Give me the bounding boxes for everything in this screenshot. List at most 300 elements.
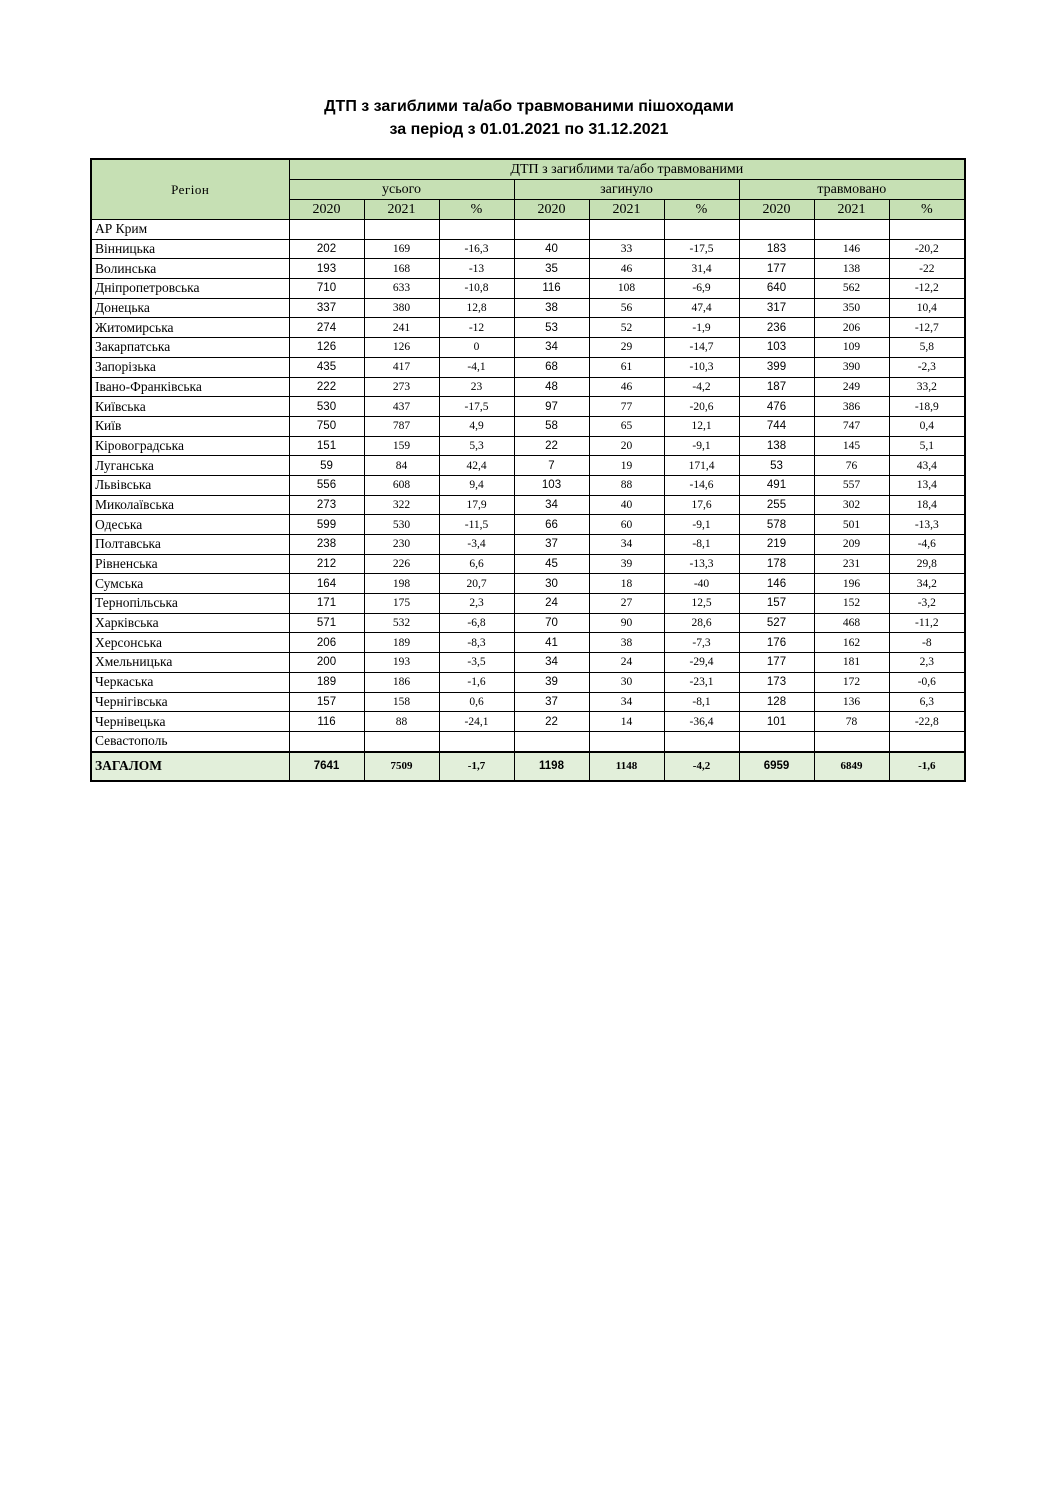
table-cell: 29,8	[889, 554, 965, 574]
table-cell: 491	[739, 475, 814, 495]
table-cell: -12	[439, 318, 514, 338]
table-cell	[439, 731, 514, 751]
table-cell: 206	[814, 318, 889, 338]
table-cell: 193	[364, 653, 439, 673]
table-cell: -22,8	[889, 712, 965, 732]
table-cell: -1,6	[889, 752, 965, 781]
table-cell: 0,6	[439, 692, 514, 712]
table-cell: 97	[514, 397, 589, 417]
table-cell: 126	[364, 338, 439, 358]
table-cell: -17,5	[439, 397, 514, 417]
table-cell: -6,8	[439, 613, 514, 633]
table-cell: -2,3	[889, 357, 965, 377]
table-cell: 138	[739, 436, 814, 456]
table-cell: -8,1	[664, 535, 739, 555]
table-cell: -8,3	[439, 633, 514, 653]
table-cell	[364, 731, 439, 751]
table-cell: 273	[289, 495, 364, 515]
table-cell: 189	[289, 672, 364, 692]
table-cell: 787	[364, 416, 439, 436]
table-cell: 40	[514, 239, 589, 259]
table-cell: 750	[289, 416, 364, 436]
table-cell: 22	[514, 712, 589, 732]
table-cell: 42,4	[439, 456, 514, 476]
region-name: Херсонська	[91, 633, 289, 653]
region-name: Сумська	[91, 574, 289, 594]
region-name: Львівська	[91, 475, 289, 495]
region-name: Київ	[91, 416, 289, 436]
table-cell: 23	[439, 377, 514, 397]
table-cell: 12,1	[664, 416, 739, 436]
table-cell: 437	[364, 397, 439, 417]
table-cell: 390	[814, 357, 889, 377]
table-cell: 4,9	[439, 416, 514, 436]
page-title: ДТП з загиблими та/або травмованими пішоходами	[324, 98, 734, 115]
table-cell: 77	[589, 397, 664, 417]
table-cell: 88	[364, 712, 439, 732]
table-cell: 386	[814, 397, 889, 417]
table-cell: 76	[814, 456, 889, 476]
table-cell: 17,9	[439, 495, 514, 515]
table-cell: 19	[589, 456, 664, 476]
table-cell: 126	[289, 338, 364, 358]
table-cell: 159	[364, 436, 439, 456]
table-cell: 527	[739, 613, 814, 633]
region-name: Севастополь	[91, 731, 289, 751]
table-row	[91, 456, 965, 476]
region-name: Запорізька	[91, 357, 289, 377]
table-cell: 2,3	[889, 653, 965, 673]
table-cell: 60	[589, 515, 664, 535]
table-cell: -20,2	[889, 239, 965, 259]
table-cell: 238	[289, 535, 364, 555]
table-cell: 116	[514, 279, 589, 299]
table-cell: -1,7	[439, 752, 514, 781]
region-name: Тернопільська	[91, 594, 289, 614]
table-cell: -3,2	[889, 594, 965, 614]
table-cell: 5,8	[889, 338, 965, 358]
table-header	[91, 159, 965, 220]
table-cell	[814, 220, 889, 240]
table-cell: 173	[739, 672, 814, 692]
table-cell: 177	[739, 259, 814, 279]
table-cell: 162	[814, 633, 889, 653]
table-cell: 33,2	[889, 377, 965, 397]
table-cell: 171	[289, 594, 364, 614]
table-cell: 37	[514, 535, 589, 555]
table-cell: -23,1	[664, 672, 739, 692]
table-cell: -1,6	[439, 672, 514, 692]
table-cell: 187	[739, 377, 814, 397]
table-cell	[739, 220, 814, 240]
table-cell: 219	[739, 535, 814, 555]
table-cell: 5,3	[439, 436, 514, 456]
table-cell: 41	[514, 633, 589, 653]
table-cell: 236	[739, 318, 814, 338]
table-cell: 78	[814, 712, 889, 732]
table-cell: 27	[589, 594, 664, 614]
table-cell: 24	[514, 594, 589, 614]
table-cell: 136	[814, 692, 889, 712]
table-row	[91, 416, 965, 436]
table-cell: -18,9	[889, 397, 965, 417]
sub-header-total: усього	[289, 180, 514, 200]
table-cell: 640	[739, 279, 814, 299]
table-cell: -11,2	[889, 613, 965, 633]
table-cell: 350	[814, 298, 889, 318]
table-cell: -22	[889, 259, 965, 279]
table-cell: 273	[364, 377, 439, 397]
table-cell: 206	[289, 633, 364, 653]
table-cell	[589, 731, 664, 751]
table-cell: 183	[739, 239, 814, 259]
table-cell: 710	[289, 279, 364, 299]
region-name: АР Крим	[91, 220, 289, 240]
table-cell: 176	[739, 633, 814, 653]
table-cell: -10,8	[439, 279, 514, 299]
table-cell: -20,6	[664, 397, 739, 417]
table-cell: 29	[589, 338, 664, 358]
region-name: Харківська	[91, 613, 289, 633]
page-subtitle: за період з 01.01.2021 по 31.12.2021	[389, 121, 669, 138]
table-cell: 6849	[814, 752, 889, 781]
table-cell: 599	[289, 515, 364, 535]
col-header: 2021	[364, 200, 439, 220]
table-cell: 633	[364, 279, 439, 299]
table-cell: 562	[814, 279, 889, 299]
region-name: Полтавська	[91, 535, 289, 555]
table-cell: 337	[289, 298, 364, 318]
table-cell: 157	[289, 692, 364, 712]
table-cell: 249	[814, 377, 889, 397]
table-row	[91, 515, 965, 535]
table-cell: 6,6	[439, 554, 514, 574]
region-name: Хмельницька	[91, 653, 289, 673]
table-cell: 52	[589, 318, 664, 338]
table-cell: 128	[739, 692, 814, 712]
table-cell: 302	[814, 495, 889, 515]
region-name: Рівненська	[91, 554, 289, 574]
table-cell: -7,3	[664, 633, 739, 653]
table-cell	[364, 220, 439, 240]
col-header: %	[664, 200, 739, 220]
table-cell: 556	[289, 475, 364, 495]
table-cell: -6,9	[664, 279, 739, 299]
table-cell: -29,4	[664, 653, 739, 673]
table-cell: 47,4	[664, 298, 739, 318]
table-body	[91, 220, 965, 781]
table-cell: 30	[514, 574, 589, 594]
table-cell: 530	[364, 515, 439, 535]
table-cell	[589, 220, 664, 240]
table-cell: 172	[814, 672, 889, 692]
table-cell: 145	[814, 436, 889, 456]
table-cell: 66	[514, 515, 589, 535]
table-cell: 177	[739, 653, 814, 673]
table-cell: 34	[589, 535, 664, 555]
col-header: 2021	[589, 200, 664, 220]
table-cell: -40	[664, 574, 739, 594]
table-cell: 181	[814, 653, 889, 673]
table-cell: 578	[739, 515, 814, 535]
table-row	[91, 692, 965, 712]
table-cell: 10,4	[889, 298, 965, 318]
table-cell: 231	[814, 554, 889, 574]
table-cell: 70	[514, 613, 589, 633]
table-row	[91, 535, 965, 555]
table-cell: 46	[589, 259, 664, 279]
table-cell: 0	[439, 338, 514, 358]
table-row	[91, 653, 965, 673]
table-cell: 212	[289, 554, 364, 574]
accident-table	[90, 158, 966, 782]
table-cell: 31,4	[664, 259, 739, 279]
table-cell	[289, 220, 364, 240]
table-cell: 230	[364, 535, 439, 555]
table-cell: 90	[589, 613, 664, 633]
table-cell: 39	[589, 554, 664, 574]
table-cell: 151	[289, 436, 364, 456]
table-cell: 169	[364, 239, 439, 259]
table-cell: -36,4	[664, 712, 739, 732]
table-cell: -4,6	[889, 535, 965, 555]
region-name: Дніпропетровська	[91, 279, 289, 299]
table-cell: -13,3	[664, 554, 739, 574]
table-row	[91, 338, 965, 358]
table-cell: -16,3	[439, 239, 514, 259]
table-cell: 14	[589, 712, 664, 732]
table-cell: -13,3	[889, 515, 965, 535]
table-cell: 48	[514, 377, 589, 397]
table-cell: -3,5	[439, 653, 514, 673]
col-header: 2021	[814, 200, 889, 220]
table-cell	[664, 220, 739, 240]
table-cell: 53	[739, 456, 814, 476]
table-cell: 7509	[364, 752, 439, 781]
table-cell: 101	[739, 712, 814, 732]
table-cell: 103	[739, 338, 814, 358]
table-row	[91, 397, 965, 417]
region-name: Луганська	[91, 456, 289, 476]
table-cell	[889, 731, 965, 751]
table-cell: 468	[814, 613, 889, 633]
col-header: 2020	[514, 200, 589, 220]
table-row	[91, 259, 965, 279]
table-cell: 744	[739, 416, 814, 436]
table-cell: 399	[739, 357, 814, 377]
group-header: ДТП з загиблими та/або травмованими	[289, 159, 965, 180]
table-row	[91, 672, 965, 692]
table-cell: 747	[814, 416, 889, 436]
table-cell: -8,1	[664, 692, 739, 712]
table-row	[91, 318, 965, 338]
table-row	[91, 574, 965, 594]
region-name: Донецька	[91, 298, 289, 318]
table-cell: 189	[364, 633, 439, 653]
table-cell: 7641	[289, 752, 364, 781]
table-cell: 46	[589, 377, 664, 397]
table-cell: 209	[814, 535, 889, 555]
table-cell: 5,1	[889, 436, 965, 456]
table-cell: 222	[289, 377, 364, 397]
table-row	[91, 239, 965, 259]
table-cell	[514, 731, 589, 751]
region-name: Чернівецька	[91, 712, 289, 732]
table-cell: 317	[739, 298, 814, 318]
table-cell: 168	[364, 259, 439, 279]
table-cell: -10,3	[664, 357, 739, 377]
table-cell: 557	[814, 475, 889, 495]
table-cell: 38	[589, 633, 664, 653]
table-cell	[889, 220, 965, 240]
table-row	[91, 377, 965, 397]
table-cell: 17,6	[664, 495, 739, 515]
table-cell: 28,6	[664, 613, 739, 633]
table-cell: 88	[589, 475, 664, 495]
table-row	[91, 554, 965, 574]
table-row	[91, 436, 965, 456]
table-cell: 34	[514, 495, 589, 515]
col-header: 2020	[289, 200, 364, 220]
table-cell: 12,5	[664, 594, 739, 614]
table-cell: 530	[289, 397, 364, 417]
table-cell: 202	[289, 239, 364, 259]
table-cell: 2,3	[439, 594, 514, 614]
table-cell: -11,5	[439, 515, 514, 535]
table-cell: 61	[589, 357, 664, 377]
table-cell: 109	[814, 338, 889, 358]
table-cell: 200	[289, 653, 364, 673]
table-row	[91, 220, 965, 240]
table-cell: -4,2	[664, 752, 739, 781]
table-cell: 59	[289, 456, 364, 476]
table-cell: 164	[289, 574, 364, 594]
table-row	[91, 731, 965, 751]
table-cell: 53	[514, 318, 589, 338]
table-cell: -14,7	[664, 338, 739, 358]
table-cell: 39	[514, 672, 589, 692]
table-cell: 138	[814, 259, 889, 279]
table-row	[91, 633, 965, 653]
table-cell: 13,4	[889, 475, 965, 495]
table-cell: 12,8	[439, 298, 514, 318]
table-cell: -17,5	[664, 239, 739, 259]
table-cell: 571	[289, 613, 364, 633]
sub-header-injured: травмовано	[739, 180, 965, 200]
table-cell: 0,4	[889, 416, 965, 436]
table-cell: 198	[364, 574, 439, 594]
table-cell: 6,3	[889, 692, 965, 712]
table-cell: 146	[739, 574, 814, 594]
table-cell: 18	[589, 574, 664, 594]
table-cell: 116	[289, 712, 364, 732]
table-cell: 45	[514, 554, 589, 574]
table-row	[91, 279, 965, 299]
table-cell: -8	[889, 633, 965, 653]
table-cell: -13	[439, 259, 514, 279]
table-cell: 20	[589, 436, 664, 456]
table-cell: 1148	[589, 752, 664, 781]
table-row	[91, 594, 965, 614]
table-cell: -1,9	[664, 318, 739, 338]
table-cell	[289, 731, 364, 751]
col-header: 2020	[739, 200, 814, 220]
region-name: Черкаська	[91, 672, 289, 692]
table-cell: 186	[364, 672, 439, 692]
table-cell: 7	[514, 456, 589, 476]
col-header: %	[889, 200, 965, 220]
table-cell: 178	[739, 554, 814, 574]
table-cell	[664, 731, 739, 751]
table-cell: 322	[364, 495, 439, 515]
region-name: Кіровоградська	[91, 436, 289, 456]
table-cell: 103	[514, 475, 589, 495]
table-row	[91, 495, 965, 515]
table-cell: 274	[289, 318, 364, 338]
table-cell	[439, 220, 514, 240]
table-cell: 193	[289, 259, 364, 279]
table-cell: 68	[514, 357, 589, 377]
table-cell: 20,7	[439, 574, 514, 594]
table-cell: 532	[364, 613, 439, 633]
table-row	[91, 298, 965, 318]
table-cell: 175	[364, 594, 439, 614]
table-cell: 9,4	[439, 475, 514, 495]
total-row	[91, 752, 965, 781]
table-cell: -12,7	[889, 318, 965, 338]
region-header: Регіон	[91, 159, 289, 220]
table-cell: 6959	[739, 752, 814, 781]
table-row	[91, 357, 965, 377]
table-cell	[739, 731, 814, 751]
region-name: Івано-Франківська	[91, 377, 289, 397]
table-cell: -4,1	[439, 357, 514, 377]
table-cell: 34,2	[889, 574, 965, 594]
table-cell: 1198	[514, 752, 589, 781]
region-name: Вінницька	[91, 239, 289, 259]
table-cell: 18,4	[889, 495, 965, 515]
table-cell: 58	[514, 416, 589, 436]
table-cell: -24,1	[439, 712, 514, 732]
table-cell: 146	[814, 239, 889, 259]
table-cell: 226	[364, 554, 439, 574]
table-cell: 40	[589, 495, 664, 515]
table-cell: 56	[589, 298, 664, 318]
table-cell: 34	[514, 338, 589, 358]
table-cell: 157	[739, 594, 814, 614]
table-cell: -4,2	[664, 377, 739, 397]
table-cell: -9,1	[664, 515, 739, 535]
region-name: Миколаївська	[91, 495, 289, 515]
table-cell: -12,2	[889, 279, 965, 299]
table-cell: 22	[514, 436, 589, 456]
table-cell: 38	[514, 298, 589, 318]
region-name: Закарпатська	[91, 338, 289, 358]
table-cell: 43,4	[889, 456, 965, 476]
region-name: Волинська	[91, 259, 289, 279]
table-cell: 608	[364, 475, 439, 495]
region-name: Київська	[91, 397, 289, 417]
region-name: Чернігівська	[91, 692, 289, 712]
table-cell: -0,6	[889, 672, 965, 692]
region-name: Житомирська	[91, 318, 289, 338]
table-cell: 417	[364, 357, 439, 377]
table-cell: 435	[289, 357, 364, 377]
table-cell: 501	[814, 515, 889, 535]
table-cell: 241	[364, 318, 439, 338]
table-cell: 152	[814, 594, 889, 614]
table-cell: -14,6	[664, 475, 739, 495]
